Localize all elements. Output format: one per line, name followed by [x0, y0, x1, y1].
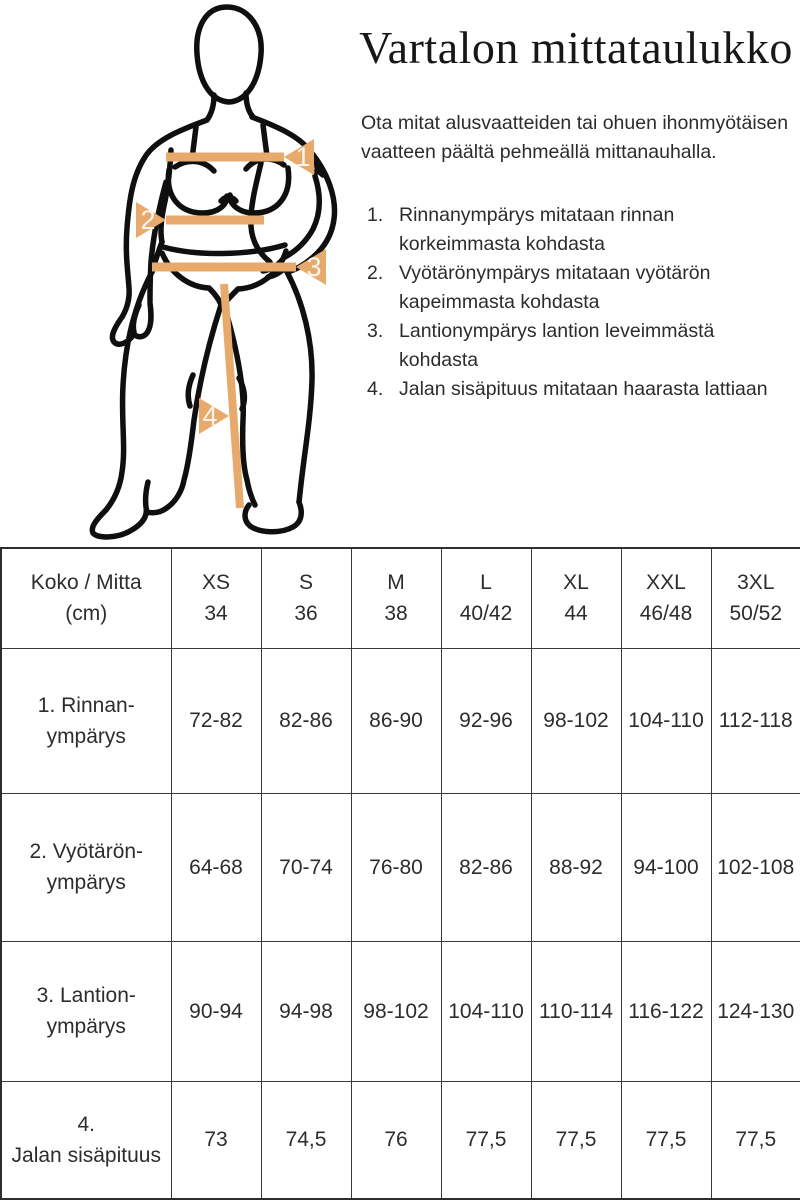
body-measurement-diagram	[0, 0, 360, 547]
table-row-bust	[1, 648, 800, 793]
table-cell: 94-100	[621, 793, 711, 941]
instructions-column	[358, 16, 794, 404]
size-name: XS	[201, 571, 230, 595]
instruction-text: Vyötärönympärys mitataan vyötärön kapeimmasta kohdasta	[399, 262, 711, 313]
row-label-bust	[1, 648, 171, 793]
size-name: M	[387, 571, 405, 595]
size-eu: 34	[204, 602, 228, 626]
size-eu: 44	[564, 602, 588, 626]
table-cell: 73	[171, 1081, 261, 1199]
instruction-text: Rinnanympärys mitataan rinnan korkeimmasta kohdasta	[399, 204, 675, 255]
instruction-text: Lantionympärys lantion leveimmästä kohdasta	[399, 320, 715, 371]
instruction-text: Jalan sisäpituus mitataan haarasta lattiaan	[399, 378, 768, 400]
marker-4: 4	[202, 401, 218, 431]
table-cell: 70-74	[261, 793, 351, 941]
table-cell: 74,5	[261, 1081, 351, 1199]
table-cell: 72-82	[171, 648, 261, 793]
table-cell: 64-68	[171, 793, 261, 941]
intro-text: Ota mitat alusvaatteiden tai ohuen ihonmyötäisen vaatteen päältä pehmeällä mittanauhalla.	[361, 112, 789, 163]
table-cell: 102-108	[711, 793, 800, 941]
table-row-waist	[1, 793, 800, 941]
table-cell: 124-130	[711, 941, 800, 1081]
table-cell: 76	[351, 1081, 441, 1199]
table-cell: 98-102	[351, 941, 441, 1081]
marker-1: 1	[295, 142, 311, 172]
size-eu: 36	[294, 602, 318, 626]
table-cell: 88-92	[531, 793, 621, 941]
instruction-item-2	[367, 259, 794, 317]
marker-2: 2	[140, 205, 156, 235]
row-label-line2: ympärys	[46, 1015, 126, 1038]
size-eu: 40/42	[459, 602, 513, 626]
table-cell: 77,5	[531, 1081, 621, 1199]
row-label-line2: ympärys	[46, 724, 126, 748]
row-label-line1: 3. Lantion-	[36, 984, 136, 1007]
size-header-m	[351, 548, 441, 648]
instruction-item-3	[367, 317, 794, 375]
page-title: Vartalon mittataulukko	[359, 22, 793, 73]
table-cell: 116-122	[621, 941, 711, 1081]
row-label-line1: 2. Vyötärön-	[29, 840, 144, 863]
figure-outline	[92, 7, 334, 537]
size-eu: 50/52	[729, 602, 783, 626]
table-corner-cell	[1, 548, 171, 648]
size-name: XXL	[646, 571, 686, 595]
instruction-number: 1.	[367, 204, 384, 226]
size-name: 3XL	[737, 571, 775, 595]
table-cell: 104-110	[441, 941, 531, 1081]
body-figure-illustration	[0, 0, 360, 547]
row-label-line2: Jalan sisäpituus	[11, 1143, 161, 1167]
marker-3: 3	[306, 252, 322, 282]
row-label-line1: 1. Rinnan-	[37, 693, 135, 717]
size-header-3xl	[711, 548, 800, 648]
instruction-number: 2.	[367, 262, 384, 284]
size-header-l	[441, 548, 531, 648]
corner-label-line2: (cm)	[65, 602, 108, 626]
table-cell: 82-86	[441, 793, 531, 941]
size-name: XL	[563, 571, 589, 595]
size-header-xxl	[621, 548, 711, 648]
table-cell: 110-114	[531, 941, 621, 1081]
instruction-number: 4.	[367, 378, 384, 400]
table-cell: 112-118	[711, 648, 800, 793]
row-label-hip	[1, 941, 171, 1081]
table-cell: 77,5	[621, 1081, 711, 1199]
size-name: S	[298, 571, 313, 595]
instruction-number: 3.	[367, 320, 384, 342]
instruction-list	[367, 201, 794, 404]
table-cell: 82-86	[261, 648, 351, 793]
table-header-row	[1, 548, 800, 648]
size-eu: 46/48	[639, 602, 693, 626]
table-cell: 86-90	[351, 648, 441, 793]
instruction-item-1	[367, 201, 794, 259]
table-cell: 104-110	[621, 648, 711, 793]
size-header-xl	[531, 548, 621, 648]
table-cell: 94-98	[261, 941, 351, 1081]
size-header-s	[261, 548, 351, 648]
inseam-measure-line	[224, 284, 240, 508]
table-cell: 76-80	[351, 793, 441, 941]
table-cell: 98-102	[531, 648, 621, 793]
table-cell: 90-94	[171, 941, 261, 1081]
instruction-item-4	[367, 375, 794, 404]
size-eu: 38	[384, 602, 408, 626]
corner-label-line1: Koko / Mitta	[30, 571, 142, 595]
size-table	[0, 547, 800, 1200]
table-row-hip	[1, 941, 800, 1081]
row-label-line1: 4.	[77, 1112, 95, 1136]
table-cell: 77,5	[441, 1081, 531, 1199]
table-cell: 77,5	[711, 1081, 800, 1199]
size-header-xs	[171, 548, 261, 648]
row-label-waist	[1, 793, 171, 941]
row-label-inseam	[1, 1081, 171, 1199]
size-name: L	[480, 571, 492, 595]
table-row-inseam	[1, 1081, 800, 1199]
row-label-line2: ympärys	[46, 871, 126, 894]
table-cell: 92-96	[441, 648, 531, 793]
